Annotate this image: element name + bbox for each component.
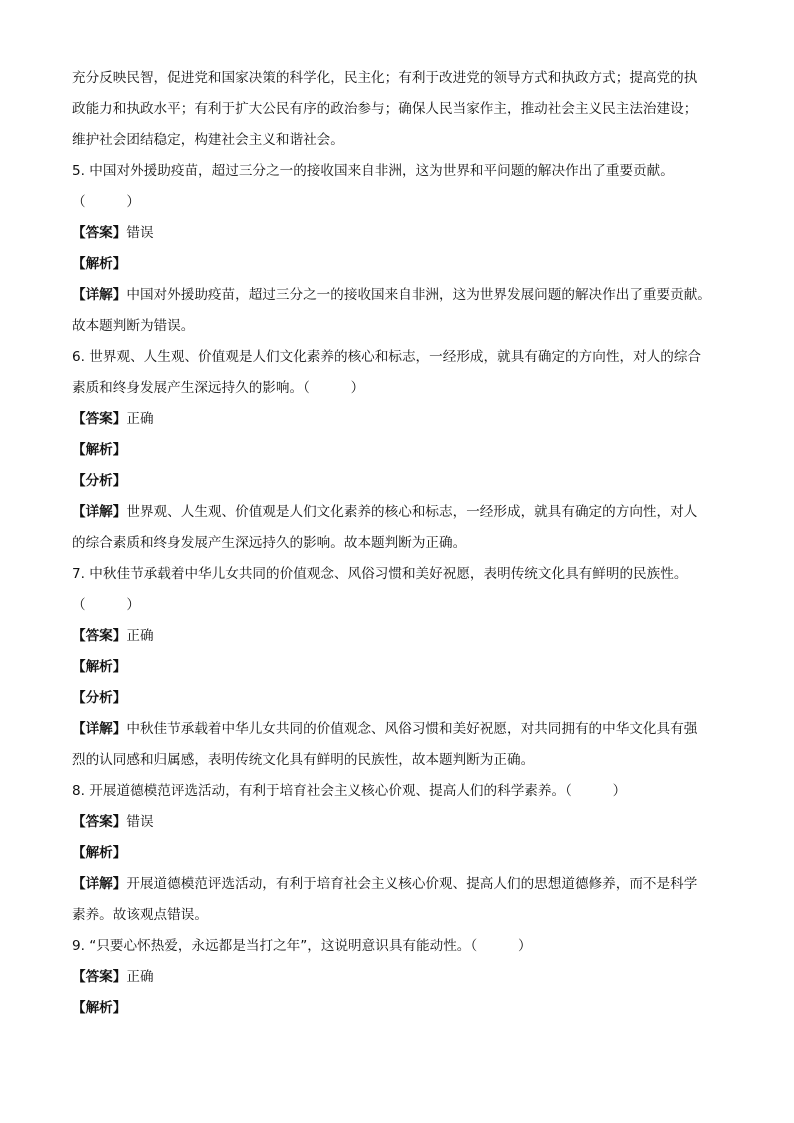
answer-value: 正确 <box>126 628 154 644</box>
analysis-row-8 <box>72 838 732 869</box>
intro-line: 维护社会团结稳定，构建社会主义和谐社会。 <box>72 132 344 148</box>
answer-label: 【答案】 <box>72 969 127 985</box>
answer-value: 错误 <box>126 225 154 241</box>
detail-label: 【详解】 <box>72 504 127 520</box>
detail-label: 【详解】 <box>72 287 127 303</box>
detail-continuation-7: 烈的认同感和归属感，表明传统文化具有鲜明的民族性，故本题判断为正确。 <box>72 752 535 768</box>
answer-blank-7: （ ） <box>72 597 140 613</box>
detail-continuation-6: 的综合素质和终身发展产生深远持久的影响。故本题判断为正确。 <box>72 535 467 551</box>
analysis-label: 【解析】 <box>72 659 127 675</box>
detail-continuation-8: 素养。故该观点错误。 <box>72 907 208 923</box>
detail-text: 中国对外援助疫苗，超过三分之一的接收国来自非洲，这为世界发展问题的解决作出了重要贡献。 <box>126 287 711 303</box>
answer-blank-5: （ ） <box>72 194 140 210</box>
detail-label: 【详解】 <box>72 876 127 892</box>
fenxi-label: 【分析】 <box>72 473 127 489</box>
detail-text: 中秋佳节承载着中华儿女共同的价值观念、风俗习惯和美好祝愿，对共同拥有的中华文化具有强 <box>126 721 698 737</box>
fenxi-row-6 <box>72 466 732 497</box>
detail-row-7 <box>72 714 732 745</box>
answer-label: 【答案】 <box>72 225 127 241</box>
analysis-label: 【解析】 <box>72 845 127 861</box>
question-6: 6. 世界观、人生观、价值观是人们文化素养的核心和标志，一经形成，就具有确定的方向性，对人的综合 <box>72 349 702 365</box>
fenxi-label: 【分析】 <box>72 690 127 706</box>
answer-row-7 <box>72 621 732 652</box>
detail-row-6 <box>72 497 732 528</box>
detail-label: 【详解】 <box>72 721 127 737</box>
detail-text: 世界观、人生观、价值观是人们文化素养的核心和标志，一经形成，就具有确定的方向性，对人 <box>126 504 698 520</box>
intro-line: 政能力和执政水平；有利于扩大公民有序的政治参与；确保人民当家作主，推动社会主义民主法治建设； <box>72 101 698 117</box>
answer-value: 错误 <box>126 814 154 830</box>
question-8: 8. 开展道德模范评选活动，有利于培育社会主义核心价观、提高人们的科学素养。（ ） <box>72 783 627 799</box>
detail-row-8 <box>72 869 732 900</box>
analysis-row-5 <box>72 249 732 280</box>
question-6-continuation: 素质和终身发展产生深远持久的影响。（ ） <box>72 380 365 396</box>
detail-text: 开展道德模范评选活动，有利于培育社会主义核心价观、提高人们的思想道德修养，而不是科学 <box>126 876 698 892</box>
answer-label: 【答案】 <box>72 628 127 644</box>
fenxi-row-7 <box>72 683 732 714</box>
question-7: 7. 中秋佳节承载着中华儿女共同的价值观念、风俗习惯和美好祝愿，表明传统文化具有鲜明的民族性。 <box>72 566 688 582</box>
answer-label: 【答案】 <box>72 411 127 427</box>
analysis-label: 【解析】 <box>72 442 127 458</box>
answer-value: 正确 <box>126 969 154 985</box>
analysis-row-6 <box>72 435 732 466</box>
analysis-label: 【解析】 <box>72 256 127 272</box>
answer-row-5 <box>72 218 732 249</box>
question-5: 5. 中国对外援助疫苗，超过三分之一的接收国来自非洲，这为世界和平问题的解决作出了重要贡献。 <box>72 163 674 179</box>
answer-row-8 <box>72 807 732 838</box>
answer-row-9 <box>72 962 732 993</box>
intro-line: 充分反映民智，促进党和国家决策的科学化，民主化；有利于改进党的领导方式和执政方式；提高党的执 <box>72 70 698 86</box>
question-9: 9. “只要心怀热爱，永远都是当打之年”，这说明意识具有能动性。（ ） <box>72 938 532 954</box>
analysis-row-7 <box>72 652 732 683</box>
detail-continuation-5: 故本题判断为错误。 <box>72 318 195 334</box>
analysis-row-9 <box>72 993 732 1024</box>
document-body <box>72 63 732 1024</box>
detail-row-5 <box>72 280 732 311</box>
answer-row-6 <box>72 404 732 435</box>
answer-value: 正确 <box>126 411 154 427</box>
analysis-label: 【解析】 <box>72 1000 127 1016</box>
answer-label: 【答案】 <box>72 814 127 830</box>
